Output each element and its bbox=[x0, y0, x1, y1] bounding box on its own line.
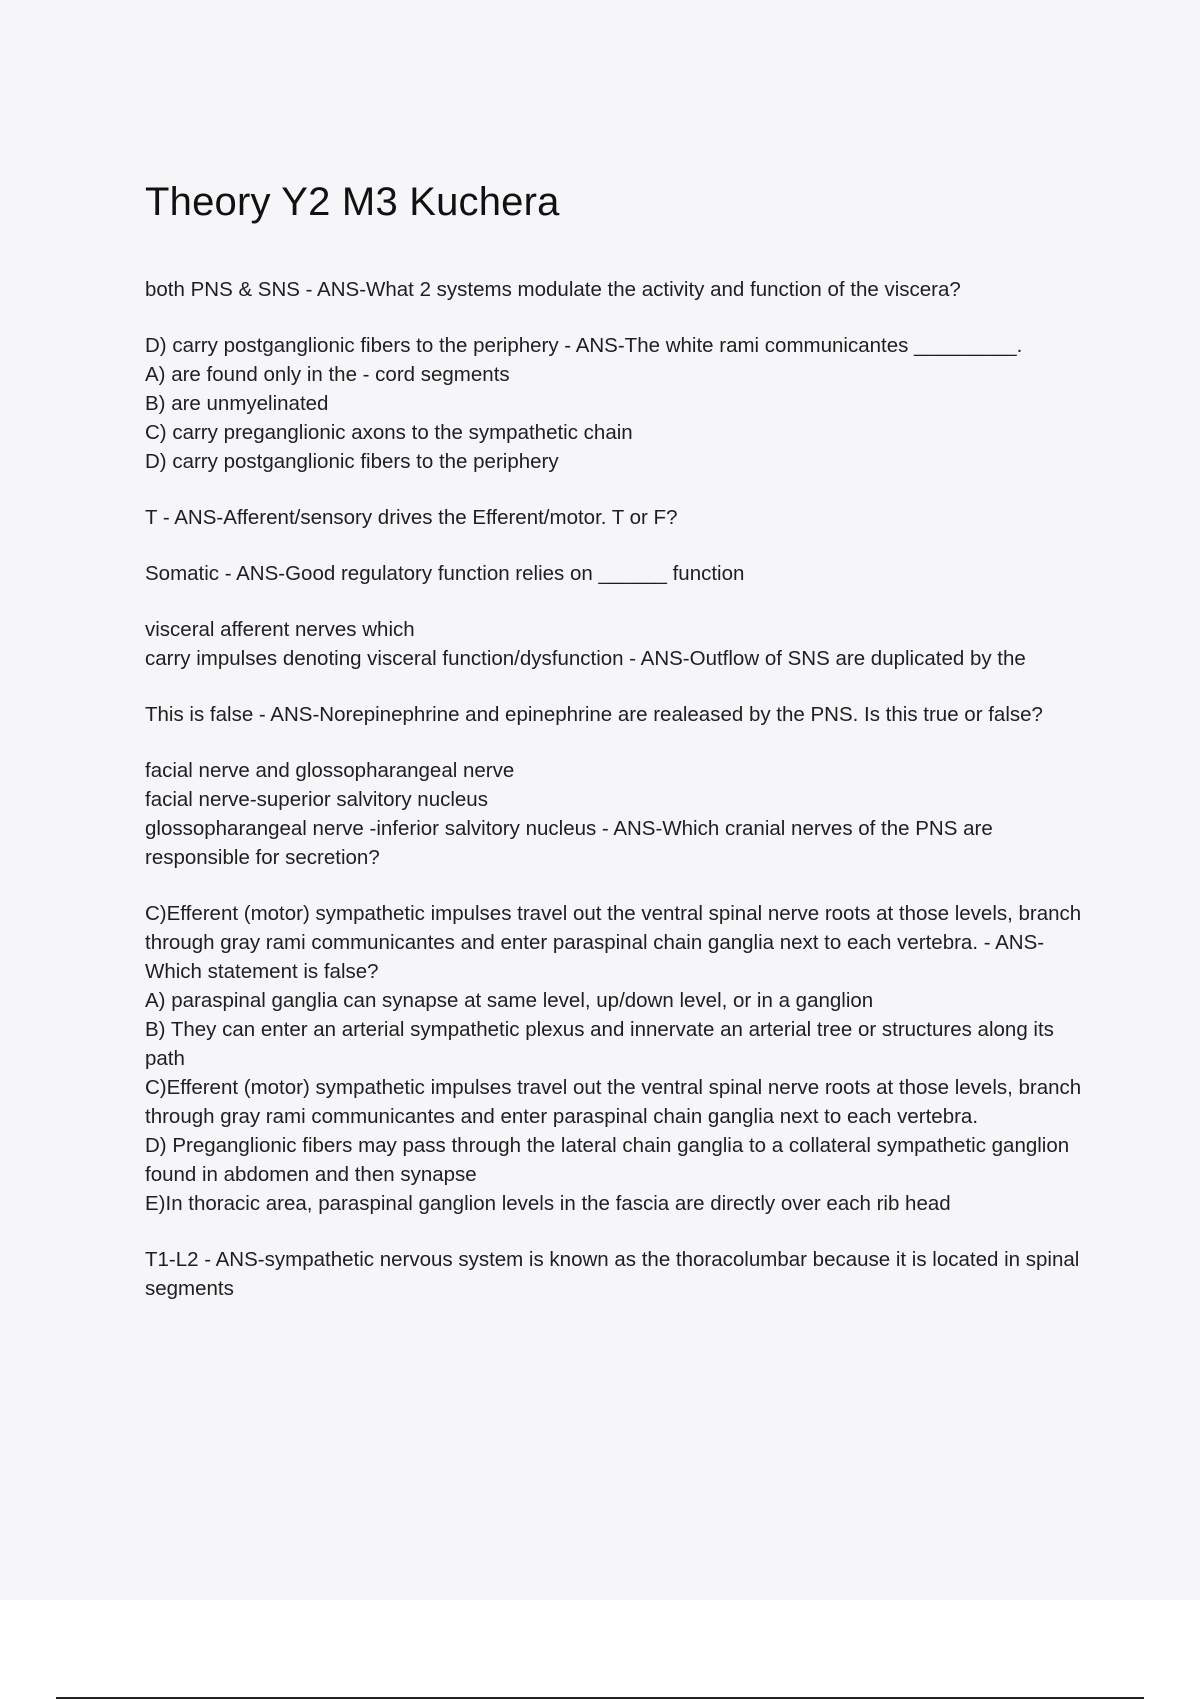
document-content bbox=[145, 180, 1090, 1330]
qa-entry bbox=[145, 615, 1090, 673]
entry-line: B) They can enter an arterial sympathetic plexus and innervate an arterial tree or structures along its path bbox=[145, 1018, 1054, 1070]
qa-entry bbox=[145, 331, 1090, 476]
entry-line: T - ANS-Afferent/sensory drives the Efferent/motor. T or F? bbox=[145, 506, 678, 529]
qa-entry bbox=[145, 503, 1090, 532]
qa-entry bbox=[145, 700, 1090, 729]
entry-line: A) are found only in the - cord segments bbox=[145, 363, 510, 386]
entry-line: A) paraspinal ganglia can synapse at same level, up/down level, or in a ganglion bbox=[145, 989, 874, 1012]
page-bottom-rule bbox=[56, 1697, 1144, 1699]
entry-line: carry impulses denoting visceral function/dysfunction - ANS-Outflow of SNS are duplicated by the bbox=[145, 647, 1026, 670]
qa-entry bbox=[145, 899, 1090, 1218]
qa-entry bbox=[145, 275, 1090, 304]
entry-line: E)In thoracic area, paraspinal ganglion levels in the fascia are directly over each rib head bbox=[145, 1192, 951, 1215]
entry-line: both PNS & SNS - ANS-What 2 systems modulate the activity and function of the viscera? bbox=[145, 278, 961, 301]
entry-line: D) carry postganglionic fibers to the periphery - ANS-The white rami communicantes _________. bbox=[145, 334, 1023, 357]
entry-line: facial nerve and glossopharangeal nerve bbox=[145, 759, 515, 782]
entry-line: glossopharangeal nerve -inferior salvitory nucleus - ANS-Which cranial nerves of the PNS are responsible for secretion? bbox=[145, 817, 993, 869]
entry-line: T1-L2 - ANS-sympathetic nervous system is known as the thoracolumbar because it is located in spinal segments bbox=[145, 1248, 1080, 1300]
entry-line: Somatic - ANS-Good regulatory function relies on ______ function bbox=[145, 562, 745, 585]
document-title: Theory Y2 M3 Kuchera bbox=[145, 180, 560, 224]
entry-line: C)Efferent (motor) sympathetic impulses travel out the ventral spinal nerve roots at those levels, branch through gray rami communicantes and enter paraspinal chain ganglia next to each vertebra. bbox=[145, 1076, 1082, 1128]
entry-line: visceral afferent nerves which bbox=[145, 618, 415, 641]
entry-line: This is false - ANS-Norepinephrine and epinephrine are realeased by the PNS. Is this true or false? bbox=[145, 703, 1043, 726]
qa-entry bbox=[145, 756, 1090, 872]
entry-line: facial nerve-superior salvitory nucleus bbox=[145, 788, 488, 811]
entry-line: D) Preganglionic fibers may pass through the lateral chain ganglia to a collateral sympathetic ganglion found in abdomen and then synapse bbox=[145, 1134, 1070, 1186]
entry-line: C)Efferent (motor) sympathetic impulses travel out the ventral spinal nerve roots at those levels, branch through gray rami communicantes and enter paraspinal chain ganglia next to each vertebra. - ANS-Which statement is false? bbox=[145, 902, 1082, 983]
qa-entry bbox=[145, 1245, 1090, 1303]
entry-line: B) are unmyelinated bbox=[145, 392, 329, 415]
entry-line: D) carry postganglionic fibers to the periphery bbox=[145, 450, 559, 473]
qa-entry bbox=[145, 559, 1090, 588]
entry-line: C) carry preganglionic axons to the sympathetic chain bbox=[145, 421, 633, 444]
